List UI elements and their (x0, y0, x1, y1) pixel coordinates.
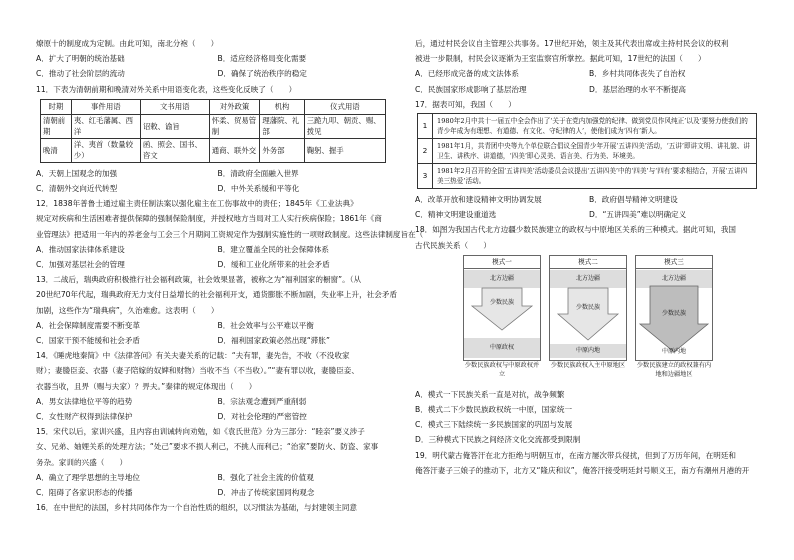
q15-line: 15．宋代以后，家训兴盛，且内容由训诫转向劝勉，如《袁氏世范》分为三部分：“睦亲”要义涉子 (36, 427, 365, 437)
option-c[interactable]: C．民族国家形成影响了基层治理 (415, 84, 527, 94)
q19-line: 19．明代蒙古俺答汗在北方拒绝与明朝互市，在南方屡次带兵侵扰，但到了万历年间，在明廷和 (415, 450, 737, 460)
q14-line: 14．《睡虎地秦简》中《法律答问》有关夫妻关系的记载：“夫有罪，妻先告，不收（不没收家 (36, 351, 350, 361)
option-b[interactable]: B．社会效率与公平难以平衡 (217, 320, 314, 330)
option-a[interactable]: A．确立了理学思想的主导地位 (36, 472, 140, 482)
option-a[interactable]: A．男女法律地位平等的趋势 (36, 396, 133, 406)
q13-line: 加剧，这些作为“瑞典病”，久治难愈。这表明（ ） (36, 305, 219, 315)
option-b[interactable]: B．模式二下少数民族政权统一中原，国家统一 (415, 405, 573, 415)
model-caption: 少数民族政权入主中原地区 (550, 361, 626, 369)
option-d[interactable]: D．三种模式下民族之间经济文化交流都受到限制 (415, 435, 581, 445)
table-cell: 1981年2月召开的全国‘五讲四美’活动委员会议提出‘五讲四美’中的‘四美’与‘四有’要求相结合，开展‘五讲四美三热爱’活动。 (433, 164, 757, 189)
option-c[interactable]: C．国家干预不能缓和社会矛盾 (36, 336, 141, 346)
option-d[interactable]: D．福利国家政策必然出现“滞胀” (217, 336, 330, 346)
table-row (418, 164, 757, 189)
option-d[interactable]: D．对社会伦理的严密管控 (217, 412, 307, 422)
q17-stem: 17．据表可知，我国（ ） (415, 99, 516, 109)
model-mid-label: 少数民族 (575, 303, 600, 311)
option-b[interactable]: B．清政府全面融入世界 (217, 168, 299, 178)
model-bottom-label: 中原内地 (550, 344, 626, 358)
table-cell: 清朝前期 (41, 114, 72, 138)
row-number: 3 (418, 164, 433, 189)
q14-line: 衣器当收，且畀（赐与夫家）？畀夫。”秦律的规定体现出（ ） (36, 381, 257, 391)
q15-line: 女、兄弟、妯娌关系的处理方法；“处己”要求不损人利己，不挑人而利己；“治家”要防火、防盗、家事 (36, 442, 379, 452)
option-d[interactable]: D．缓和工业化所带来的社会矛盾 (217, 260, 330, 270)
q16-continuation: 被进一步限制，村民会议逐渐为王室监察官所掌控。据此可知，17世纪的法国（ ） (415, 54, 706, 64)
option-c[interactable]: C．推动了社会阶层的流动 (36, 69, 125, 79)
row-number: 2 (418, 139, 433, 164)
model-title: 模式一 (464, 256, 540, 269)
table-header: 文书用语 (140, 99, 209, 114)
table-cell: 函、照会、国书、咨文 (140, 138, 209, 162)
option-b[interactable]: B．乡村共同体丧失了自治权 (589, 69, 686, 79)
option-b[interactable]: B．政府倡导精神文明建设 (589, 195, 678, 205)
table-header: 事件用语 (71, 99, 140, 114)
model-caption: 少数民族建立的政权兼有内地和边疆地区 (636, 361, 712, 378)
table-row (418, 139, 757, 164)
option-d[interactable]: D．确保了统治秩序的稳定 (217, 69, 307, 79)
q12-line: 12．1838年普鲁士通过雇主责任制法案以强化雇主在工伤事故中的责任；1845年《工业法典》 (36, 199, 358, 209)
table-cell: 鞠躬、握手 (304, 138, 385, 162)
table-header: 对外政策 (209, 99, 260, 114)
option-d[interactable]: D．中外关系缓和平等化 (217, 184, 300, 194)
q15-line: 务杂。家训的兴盛（ ） (36, 457, 128, 467)
table-cell: 怀柔、贸易管制 (209, 114, 260, 138)
option-a[interactable]: A．模式一下民族关系一直是对抗，战争频繁 (415, 389, 565, 399)
table-header: 机构 (260, 99, 304, 114)
option-c[interactable]: C．加强对基层社会的管理 (36, 260, 125, 270)
q11-table (40, 99, 386, 163)
model-bottom-label: 中原政权 (464, 338, 540, 358)
table-cell: 外务部 (260, 138, 304, 162)
q18-line: 古代民族关系（ ） (415, 240, 491, 250)
q11-stem: 11．下表为清朝前期和晚清对外关系中用语变化表，这些变化反映了（ ） (36, 84, 297, 94)
table-cell: 通商、联外交 (209, 138, 260, 162)
q19-line: 俺答汗妻子三娘子的推动下，北方又“隆庆和议”，俺答汗接受明廷封号顺义王，南方有潮州月港的开 (415, 465, 750, 475)
model-3 (635, 255, 713, 361)
option-c[interactable]: C．阻碍了各家识形态的传播 (36, 488, 133, 498)
model-title: 模式二 (550, 256, 626, 269)
option-c[interactable]: C．精神文明建设重道选 (415, 210, 497, 220)
table-cell: 诏敕、谕旨 (140, 114, 209, 138)
option-a[interactable]: A．推动国家法律体系建设 (36, 244, 125, 254)
table-cell: 晚清 (41, 138, 72, 162)
q12-line: 业管理法》把适用一年内的养老金与工会三个月期间工资规定作为强制实施性的一项财政制度。这些法律制度旨在（ ） (36, 229, 447, 239)
right-column (415, 36, 763, 478)
table-cell: 洋、夷首（数量较少） (71, 138, 140, 162)
q18-line: 18．如图为我国古代北方边疆少数民族建立的政权与中原地区关系的三种模式。据此可知，我国 (415, 225, 737, 235)
option-c[interactable]: C．女性财产权得到法律保护 (36, 412, 133, 422)
q16-line: 16．在中世纪的法国，乡村共同体作为一个自治性质的组织，以习惯法为基础，与封建领主同意 (36, 503, 358, 513)
option-a[interactable]: A．扩大了明朝的统治基础 (36, 54, 125, 64)
option-b[interactable]: B．适应经济格局变化需要 (217, 54, 307, 64)
option-a[interactable]: A．天朝上国观念的加强 (36, 168, 118, 178)
model-top-label: 北方边疆 (464, 270, 540, 288)
table-row (41, 138, 386, 162)
table-header: 时期 (41, 99, 72, 114)
table-cell: 1980年2月中共十一届五中全会作出了‘关于在党内加强党的纪律、做到党员作风纯正’以及‘要努力使我们的青少年成为有理想、有道德、有文化、守纪律的人’，使他们成为‘四有’新人。 (433, 114, 757, 139)
q13-line: 20世纪70年代起，瑞典政府无力支付日益增长的社会福利开支，通货膨胀不断加剧，失业率上升，社会矛盾 (36, 290, 398, 300)
option-d[interactable]: D．“五讲四美”难以明确定义 (589, 210, 687, 220)
row-number: 1 (418, 114, 433, 139)
q12-line: 规定对疾病和生活困难者提供保障的强制保险制度，并授权地方当局对工人实行疾病保险；1861年《商 (36, 214, 382, 224)
model-top-label: 北方边疆 (636, 270, 712, 288)
option-b[interactable]: B．宗法观念遭到严重削弱 (217, 396, 307, 406)
table-cell: 1981年1月，共青团中央等九个单位联合倡议全国青少年开展‘五讲四美’活动，‘五讲’即讲文明、讲礼貌、讲卫生、讲秩序、讲道德，‘四美’即心灵美、语言美、行为美、环境美。 (433, 139, 757, 164)
table-cell: 三跪九叩、朝贡、赐、拨见 (304, 114, 385, 138)
table-header: 仪式用语 (304, 99, 385, 114)
q16-continuation: 后，通过村民会议自主管理公共事务。17世纪开始，领主及其代表出席或主持村民会议的权利 (415, 39, 729, 48)
q14-line: 财）；妻媵臣妾、衣器（妻子陪嫁的奴婢和财物）当收不当（不当收）。”“妻有罪以收，妻媵臣妾、 (36, 366, 359, 376)
model-caption: 少数民族政权与中原政权并立 (464, 361, 540, 378)
q10-options (36, 51, 399, 66)
model-bottom-label: 中原内地 (661, 347, 686, 355)
model-diagram (463, 255, 713, 383)
model-top-label: 北方边疆 (550, 270, 626, 288)
left-column (36, 36, 447, 515)
table-row (418, 114, 757, 139)
model-2 (549, 255, 627, 361)
option-a[interactable]: A．社会保障制度需要不断变革 (36, 320, 140, 330)
q13-line: 13．二战后，瑞典政府积极推行社会福利政策，社会效果显著，被称之为“福利国家的橱窗”。（从 (36, 275, 362, 285)
option-a[interactable]: A．已经形成完备的成文法体系 (415, 69, 519, 79)
model-1 (463, 255, 541, 361)
option-b[interactable]: B．强化了社会主流的价值观 (217, 472, 314, 482)
q10-continuation: 燎原十的制度成为定制。由此可知，南北分袍（ ） (36, 39, 219, 48)
q17-table (417, 113, 757, 189)
option-d[interactable]: D．冲击了传统家国同构观念 (217, 488, 315, 498)
option-a[interactable]: A．改革开放和建设精神文明协调发展 (415, 195, 542, 205)
table-cell: 理藩院、礼部 (260, 114, 304, 138)
model-title: 模式三 (636, 256, 712, 269)
table-row (41, 114, 386, 138)
table-cell: 夷、红毛藩属、西洋 (71, 114, 140, 138)
option-b[interactable]: B．建立覆盖全民的社会保障体系 (217, 244, 330, 254)
model-mid-label: 少数民族 (661, 309, 686, 317)
option-c[interactable]: C．清朝外交向近代转型 (36, 184, 118, 194)
option-c[interactable]: C．模式三下陆续统一多民族国家的巩固与发展 (415, 420, 573, 430)
model-mid-label: 少数民族 (489, 298, 514, 306)
option-d[interactable]: D．基层治理的水平不断提高 (589, 84, 686, 94)
